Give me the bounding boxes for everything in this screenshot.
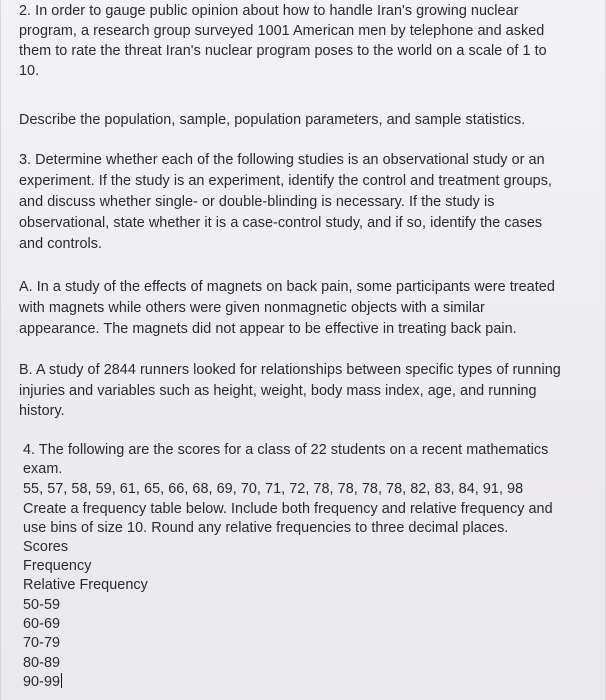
- q3-part-a-line: A. In a study of the effects of magnets on back pain, some participants were treated: [19, 279, 555, 295]
- bin-label: 80-89: [23, 655, 61, 671]
- q4-scores-list: 55, 57, 58, 59, 61, 65, 66, 68, 69, 70, 71, 72, 78, 78, 78, 78, 82, 83, 84, 91, 98: [23, 481, 524, 497]
- bin-label: 50-59: [23, 597, 61, 613]
- table-label-scores: Scores: [23, 539, 69, 555]
- q3-part-a-line: with magnets while others were given nonmagnetic objects with a similar: [19, 300, 485, 316]
- q2-line: 10.: [19, 63, 40, 79]
- q3-part-b-line: B. A study of 2844 runners looked for relationships between specific types of running: [19, 362, 561, 378]
- q3-part-b-line: history.: [19, 403, 65, 419]
- table-label-frequency: Frequency: [23, 558, 92, 574]
- bin-label: 70-79: [23, 635, 61, 651]
- q3-line: 3. Determine whether each of the following studies is an observational study or an: [19, 152, 545, 168]
- q2-line: program, a research group surveyed 1001 American men by telephone and asked: [19, 23, 545, 39]
- q3-line: observational, state whether it is a case-control study, and if so, identify the cases: [19, 215, 543, 231]
- q2-line: 2. In order to gauge public opinion about how to handle Iran's growing nuclear: [19, 3, 519, 19]
- bin-label: 60-69: [23, 616, 61, 632]
- q4-line: Create a frequency table below. Include both frequency and relative frequency and: [23, 501, 553, 517]
- q4-line: 4. The following are the scores for a class of 22 students on a recent mathematics: [23, 442, 549, 458]
- q3-line: and discuss whether single- or double-blinding is necessary. If the study is: [19, 194, 495, 210]
- bin-label-text: 90-99: [23, 674, 61, 690]
- q2-line: them to rate the threat Iran's nuclear program poses to the world on a scale of 1 to: [19, 43, 547, 59]
- q3-part-b-line: injuries and variables such as height, weight, body mass index, age, and running: [19, 383, 537, 399]
- text-cursor: [61, 673, 62, 688]
- bin-label-last[interactable]: [23, 673, 62, 693]
- q4-line: use bins of size 10. Round any relative frequencies to three decimal places.: [23, 520, 509, 536]
- q3-line: and controls.: [19, 236, 103, 252]
- q3-part-a-line: appearance. The magnets did not appear to be effective in treating back pain.: [19, 321, 517, 337]
- q2-task: Describe the population, sample, population parameters, and sample statistics.: [19, 112, 526, 128]
- q3-line: experiment. If the study is an experiment, identify the control and treatment groups,: [19, 173, 552, 189]
- q4-line: exam.: [23, 461, 63, 477]
- table-label-relative-frequency: Relative Frequency: [23, 577, 148, 593]
